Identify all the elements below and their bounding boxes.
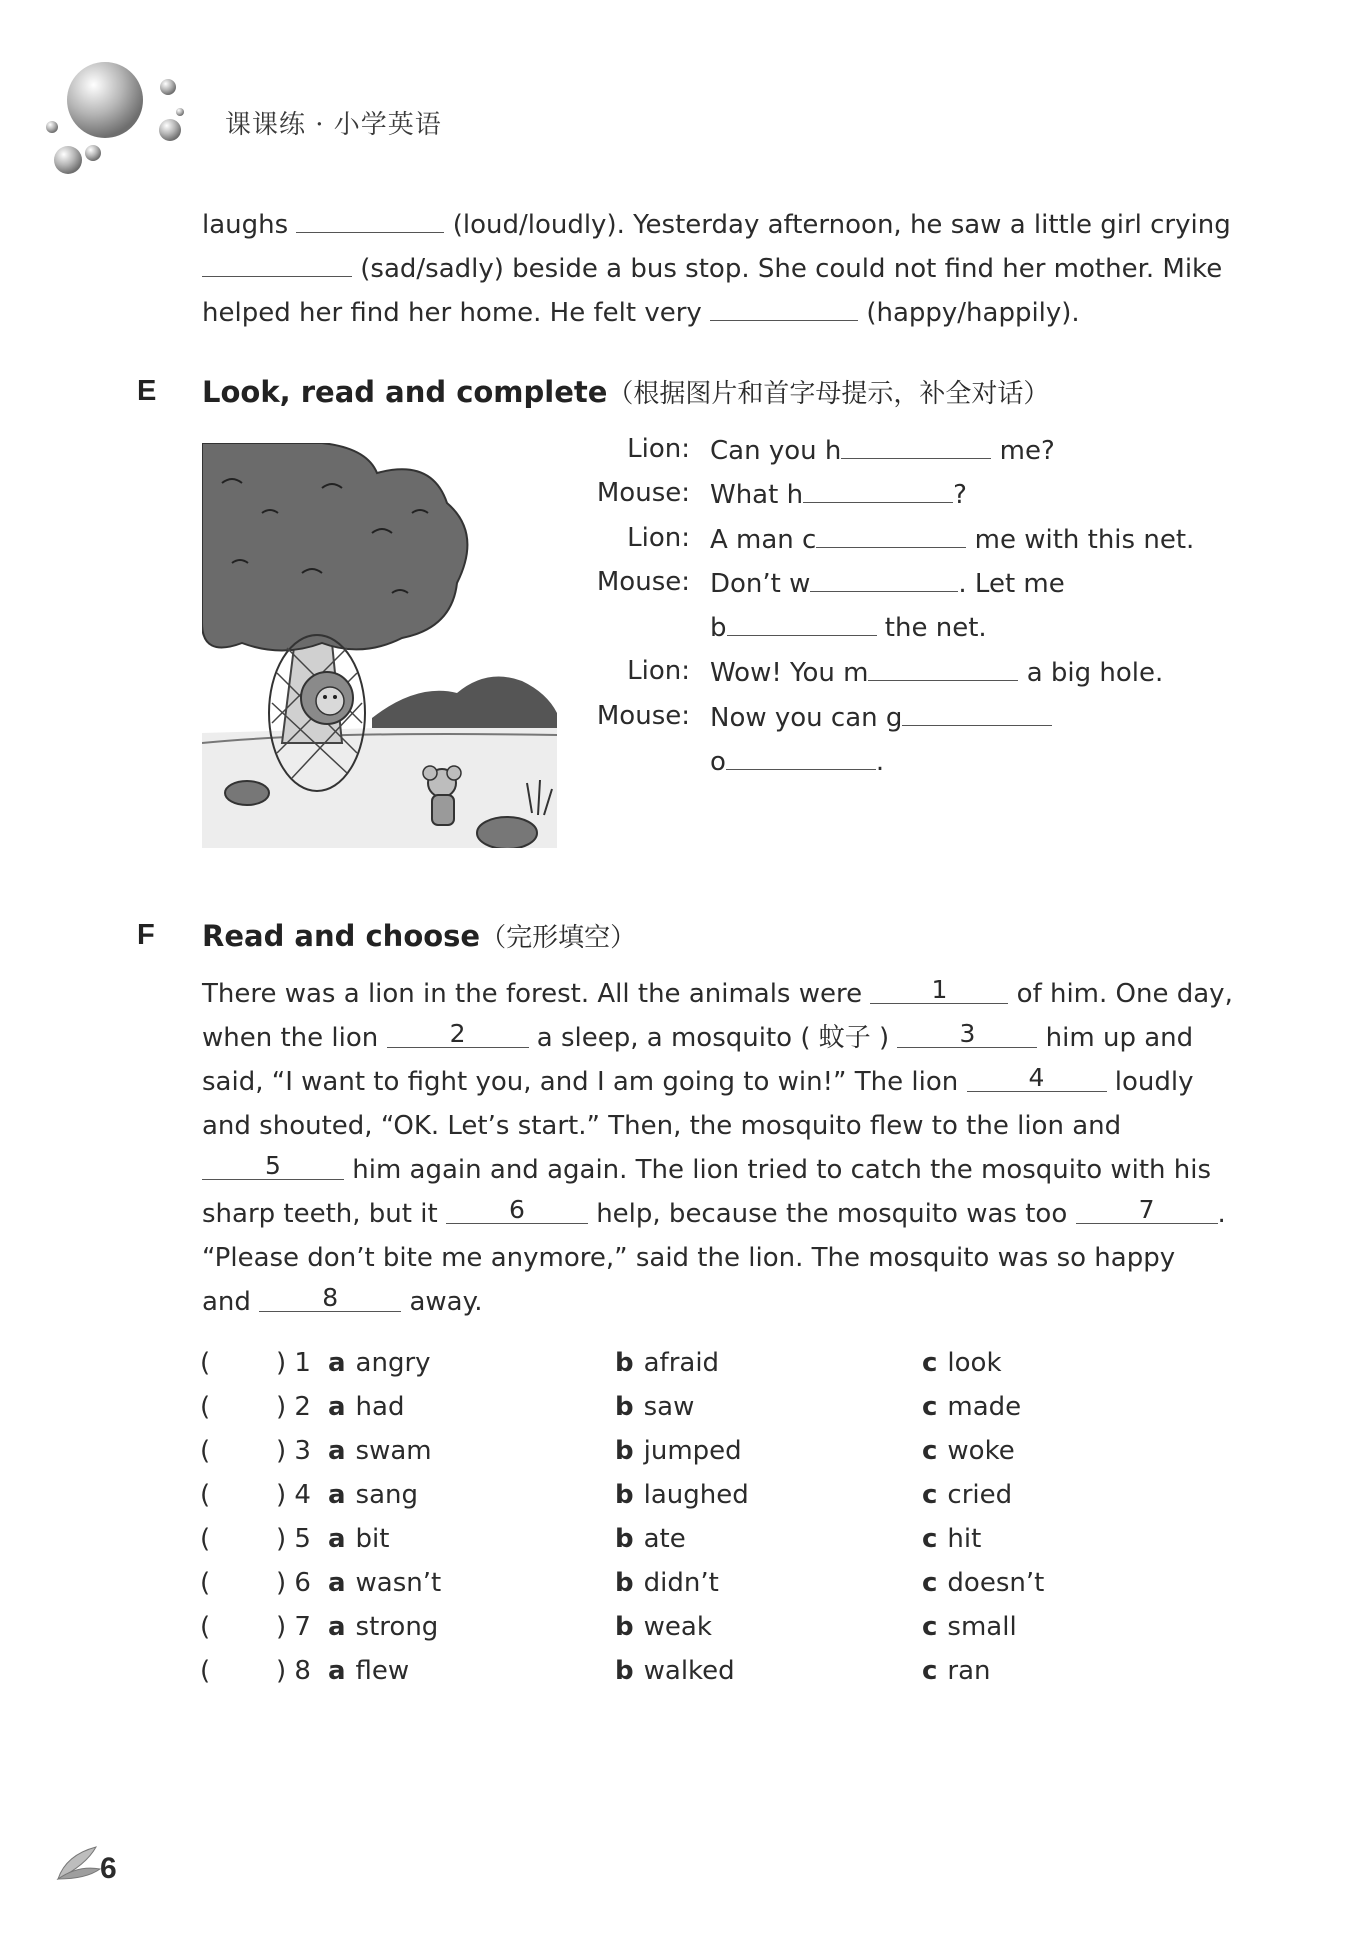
option-a[interactable]: a flew bbox=[328, 1656, 410, 1686]
option-a[interactable]: a wasn’t bbox=[328, 1568, 442, 1598]
cloze-line-8: and 8 away. bbox=[202, 1283, 483, 1317]
option-a[interactable]: a bit bbox=[328, 1524, 390, 1554]
option-a[interactable]: a strong bbox=[328, 1612, 439, 1642]
section-f-heading bbox=[202, 917, 636, 954]
section-e-heading bbox=[202, 373, 1049, 410]
answer-blank[interactable] bbox=[902, 699, 1052, 726]
answer-blank[interactable] bbox=[296, 206, 444, 233]
answer-paren[interactable]: ( bbox=[200, 1656, 211, 1686]
option-b[interactable]: b weak bbox=[615, 1612, 712, 1642]
option-a[interactable]: a swam bbox=[328, 1436, 432, 1466]
answer-blank[interactable] bbox=[816, 521, 966, 548]
dialogue-line: A man c me with this net. bbox=[710, 521, 1194, 557]
cloze-line-7: “Please don’t bite me anymore,” said the lion. The mosquito was so happy bbox=[202, 1243, 1176, 1273]
option-b[interactable]: b didn’t bbox=[615, 1568, 719, 1598]
dialogue-line: b the net. bbox=[710, 609, 987, 645]
question-number: ) 6 bbox=[276, 1568, 311, 1598]
leaf-icon bbox=[56, 1845, 102, 1881]
option-b[interactable]: b saw bbox=[615, 1392, 695, 1422]
answer-blank[interactable] bbox=[710, 294, 858, 321]
answer-paren[interactable]: ( bbox=[200, 1348, 211, 1378]
cloze-line-6: sharp teeth, but it 6 help, because the mosquito was too 7 . bbox=[202, 1195, 1226, 1229]
passage-d-line-3: helped her find her home. He felt very (happy/happily). bbox=[202, 294, 1080, 330]
cloze-line-2: when the lion 2 a sleep, a mosquito ( 蚊子 ) 3 him up and bbox=[202, 1019, 1194, 1053]
answer-paren[interactable]: ( bbox=[200, 1612, 211, 1642]
answer-blank[interactable] bbox=[727, 609, 877, 636]
dialogue-line: Can you h me? bbox=[710, 432, 1055, 468]
option-b[interactable]: b ate bbox=[615, 1524, 686, 1554]
answer-blank[interactable]: 1 bbox=[870, 977, 1008, 1004]
dialogue-line: o . bbox=[710, 743, 884, 779]
passage-d-line-2: (sad/sadly) beside a bus stop. She could not find her mother. Mike bbox=[202, 250, 1222, 286]
option-c[interactable]: c ran bbox=[922, 1656, 991, 1686]
lion-mouse-illustration bbox=[202, 443, 557, 848]
option-c[interactable]: c small bbox=[922, 1612, 1017, 1642]
answer-blank[interactable]: 7 bbox=[1076, 1197, 1218, 1224]
option-c[interactable]: c made bbox=[922, 1392, 1022, 1422]
cloze-line-1: There was a lion in the forest. All the animals were 1 of him. One day, bbox=[202, 975, 1233, 1009]
question-number: ) 5 bbox=[276, 1524, 311, 1554]
answer-blank[interactable] bbox=[810, 565, 958, 592]
option-a[interactable]: a angry bbox=[328, 1348, 431, 1378]
option-b[interactable]: b laughed bbox=[615, 1480, 749, 1510]
option-a[interactable]: a sang bbox=[328, 1480, 419, 1510]
question-number: ) 3 bbox=[276, 1436, 311, 1466]
option-a[interactable]: a had bbox=[328, 1392, 405, 1422]
answer-paren[interactable]: ( bbox=[200, 1524, 211, 1554]
dialogue-line: Wow! You m a big hole. bbox=[710, 654, 1163, 690]
option-b[interactable]: b walked bbox=[615, 1656, 735, 1686]
dialogue-line: Don’t w . Let me bbox=[710, 565, 1065, 601]
answer-paren[interactable]: ( bbox=[200, 1436, 211, 1466]
answer-blank[interactable]: 3 bbox=[897, 1021, 1037, 1048]
dialogue-line: What h ? bbox=[710, 476, 967, 512]
section-f-subtitle: （完形填空） bbox=[480, 923, 637, 953]
bubbles-decoration bbox=[40, 55, 190, 185]
answer-blank[interactable] bbox=[803, 476, 953, 503]
option-c[interactable]: c woke bbox=[922, 1436, 1015, 1466]
answer-blank[interactable] bbox=[841, 432, 991, 459]
speaker-label: Mouse: bbox=[596, 701, 690, 731]
answer-blank[interactable] bbox=[726, 743, 876, 770]
answer-blank[interactable]: 2 bbox=[387, 1021, 529, 1048]
book-title: 课课练 · 小学英语 bbox=[225, 110, 442, 140]
speaker-label: Mouse: bbox=[596, 567, 690, 597]
answer-blank[interactable]: 5 bbox=[202, 1153, 344, 1180]
option-c[interactable]: c look bbox=[922, 1348, 1002, 1378]
section-f-title: Read and choose bbox=[202, 919, 481, 953]
section-e-subtitle: （根据图片和首字母提示，补全对话） bbox=[607, 379, 1050, 409]
answer-paren[interactable]: ( bbox=[200, 1568, 211, 1598]
dialogue-line: Now you can g bbox=[710, 699, 1052, 735]
question-number: ) 8 bbox=[276, 1656, 311, 1686]
option-b[interactable]: b afraid bbox=[615, 1348, 720, 1378]
question-number: ) 4 bbox=[276, 1480, 311, 1510]
speaker-label: Lion: bbox=[627, 434, 690, 464]
option-c[interactable]: c hit bbox=[922, 1524, 982, 1554]
cloze-line-3: said, “I want to fight you, and I am going to win!” The lion 4 loudly bbox=[202, 1063, 1194, 1097]
question-number: ) 2 bbox=[276, 1392, 311, 1422]
option-c[interactable]: c cried bbox=[922, 1480, 1013, 1510]
speaker-label: Lion: bbox=[627, 656, 690, 686]
answer-blank[interactable] bbox=[868, 654, 1018, 681]
answer-blank[interactable] bbox=[202, 250, 352, 277]
speaker-label: Mouse: bbox=[596, 478, 690, 508]
option-b[interactable]: b jumped bbox=[615, 1436, 742, 1466]
section-f-letter: F bbox=[137, 919, 155, 951]
cloze-line-4: and shouted, “OK. Let’s start.” Then, the mosquito flew to the lion and bbox=[202, 1111, 1122, 1141]
speaker-label: Lion: bbox=[627, 523, 690, 553]
section-e-letter: E bbox=[137, 375, 157, 407]
cloze-line-5: 5 him again and again. The lion tried to catch the mosquito with his bbox=[202, 1153, 1211, 1187]
answer-blank[interactable]: 8 bbox=[259, 1285, 401, 1312]
page-number: 6 bbox=[100, 1852, 117, 1885]
answer-paren[interactable]: ( bbox=[200, 1392, 211, 1422]
question-number: ) 7 bbox=[276, 1612, 311, 1642]
passage-d-line-1: laughs (loud/loudly). Yesterday afternoon, he saw a little girl crying bbox=[202, 206, 1231, 242]
option-c[interactable]: c doesn’t bbox=[922, 1568, 1045, 1598]
question-number: ) 1 bbox=[276, 1348, 311, 1378]
answer-blank[interactable]: 4 bbox=[967, 1065, 1107, 1092]
section-e-title: Look, read and complete bbox=[202, 375, 608, 409]
answer-blank[interactable]: 6 bbox=[446, 1197, 588, 1224]
answer-paren[interactable]: ( bbox=[200, 1480, 211, 1510]
